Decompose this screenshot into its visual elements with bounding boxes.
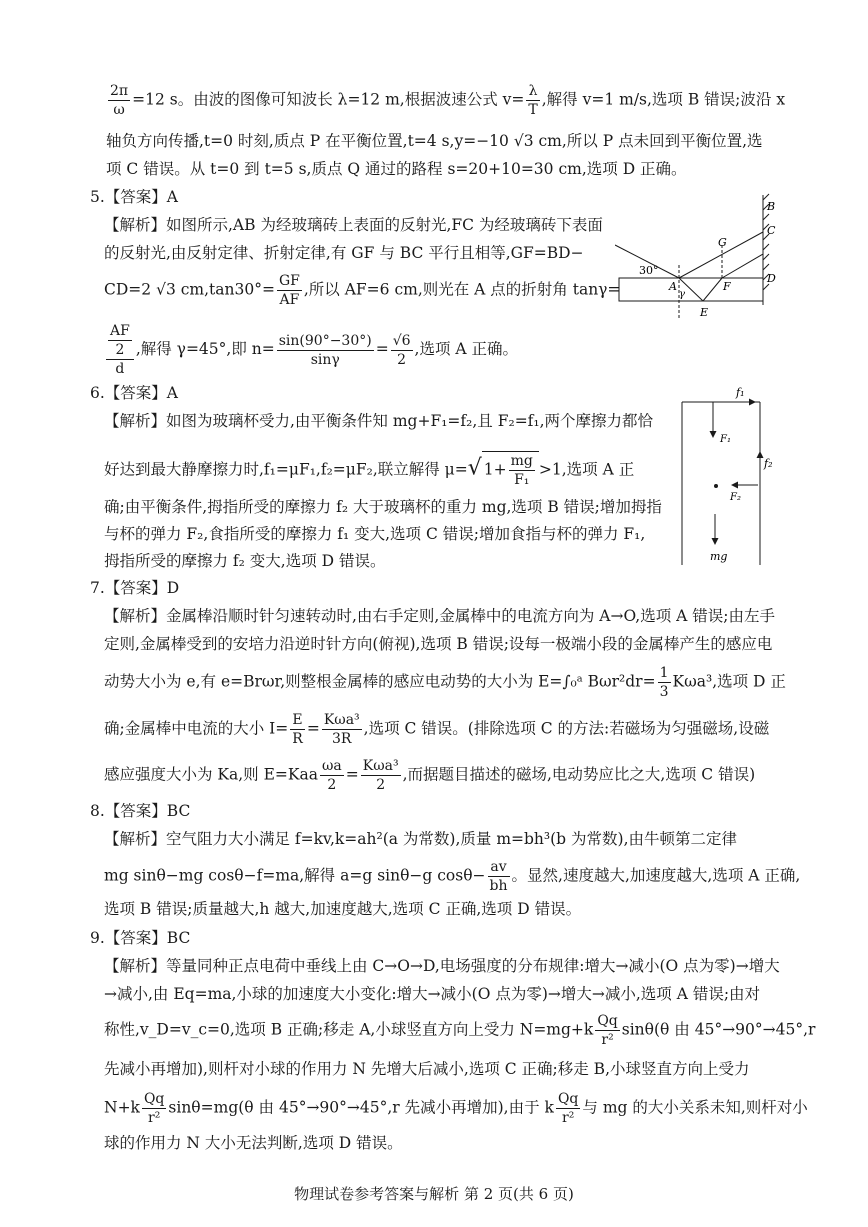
q9-line-1: 【解析】等量同种正点电荷中垂线上由 C→O→D,电场强度的分布规律:增大→减小(O 点为零)→增大 xyxy=(104,957,780,975)
q4-line-1: $\frac{2\pi}{\omega}$ =12 s。由波的图像可知波长 λ=12 m,根据波速公式 v= $\frac{\lambda}{T}$ ,解得 v=1 m/s,选项 B 错误;波沿 x xyxy=(110,83,786,118)
label-f1: f₁ xyxy=(736,386,745,399)
q9-line-2: →减小,由 Eq=ma,小球的加速度大小变化:增大→减小(O 点为零)→增大→减小,选项 A 错误;由对 xyxy=(104,985,761,1003)
q9-answer: 9.【答案】BC xyxy=(90,929,191,947)
fraction: $\frac{E}{R}$ xyxy=(292,712,303,747)
q7-line-2: 定则,金属棒受到的安培力沿逆时针方向(俯视),选项 B 错误;设每一极端小段的金属棒产生的感应电 xyxy=(104,635,773,653)
q9-line-6: 球的作用力 N 大小无法判断,选项 D 错误。 xyxy=(104,1134,403,1152)
fraction: $\frac{1}{3}$ xyxy=(659,665,669,700)
q6-line-2: 好达到最大静摩擦力时,f₁=μF₁,f₂=μF₂,联立解得 μ=√ 1+ $\frac{mg}{\text{F₁}}$ >1,选项 A 正 xyxy=(104,453,635,488)
label-c: C xyxy=(767,224,776,237)
fraction: $\frac{√6}{2}$ xyxy=(392,332,411,368)
q8-line-3: 选项 B 错误;质量越大,h 越大,加速度越大,选项 C 正确,选项 D 错误。 xyxy=(104,900,582,918)
fraction: $\frac{\sin(90^\circ-30^\circ)}{\sin\gamma}$ xyxy=(278,332,372,368)
label-F1: F₁ xyxy=(720,434,731,445)
q5-line-1: 【解析】如图所示,AB 为经玻璃砖上表面的反射光,FC 为经玻璃砖下表面 xyxy=(104,216,603,234)
q8-line-2: mg sinθ−mg cosθ−f=ma,解得 a=g sinθ−g cosθ− $\frac{av}{bh}$ 。显然,速度越大,加速度越大,选项 A 正确, xyxy=(104,859,801,894)
q6-force-diagram xyxy=(680,382,780,567)
reflected-ray-fc xyxy=(722,254,763,278)
sqrt-body: 1+ $\frac{mg}{\text{F₁}}$ xyxy=(482,451,539,489)
fraction: $\frac{\text{Kωa³}}{3R}$ xyxy=(323,712,360,747)
q4-line-3: 项 C 错误。从 t=0 到 t=5 s,质点 Q 通过的路程 s=20+10=30 cm,选项 D 正确。 xyxy=(106,160,687,178)
q7-line-3: 动势大小为 e,有 e=Brωr,则整根金属棒的感应电动势的大小为 E=∫₀ᵃ Bωr²dr= $\frac{1}{3}$ Kωa³,选项 D 正 xyxy=(104,665,786,700)
q7-line-4: 确;金属棒中电流的大小 I= $\frac{E}{R}$ = $\frac{\text{Kωa³}}{3R}$ ,选项 C 错误。(排除选项 C 的方法:若磁场为匀强磁场,设磁 xyxy=(104,712,770,747)
q6-line-3: 确;由平衡条件,拇指所受的摩擦力 f₂ 大于玻璃杯的重力 mg,选项 B 错误;增加拇指 xyxy=(104,498,662,516)
q5-line-3: CD=2 √3 cm,tan30°= $\frac{GF}{AF}$ ,所以 AF=6 cm,则光在 A 点的折射角 tanγ= xyxy=(104,273,621,308)
center-point xyxy=(714,484,718,488)
fraction: $\frac{Qq}{\text{r²}}$ xyxy=(557,1091,579,1126)
q7-line-1: 【解析】金属棒沿顺时针匀速转动时,由右手定则,金属棒中的电流方向为 A→O,选项 A 错误;由左手 xyxy=(104,607,775,625)
q9-line-5: N+k $\frac{Qq}{\text{r²}}$ sinθ=mg(θ 由 45°→90°→45°,r 先减小再增加),由于 k $\frac{Qq}{\text{r²}}$ 与 mg 的大小关系未知,则杆对小 xyxy=(104,1091,808,1126)
fraction: $\frac{2\pi}{\omega}$ xyxy=(110,83,129,118)
fraction: $\frac{av}{bh}$ xyxy=(489,859,508,894)
q6-answer: 6.【答案】A xyxy=(90,384,178,402)
q5-line-4: $\frac{\frac{AF}{2}}{d}$ ,解得 γ=45°,即 n= $\frac{\sin(90^\circ-30^\circ)}{\sin\gamma}$ = $\frac{√6}{2}$ ,选项 A 正确。 xyxy=(104,322,518,378)
label-e: E xyxy=(700,306,709,319)
label-mg: mg xyxy=(710,550,728,563)
fraction: $\frac{\omega a}{2}$ xyxy=(321,758,342,793)
q8-line-1: 【解析】空气阻力大小满足 f=kv,k=ah²(a 为常数),质量 m=bh³(b 为常数),由牛顿第二定律 xyxy=(104,830,737,848)
label-a: A xyxy=(669,280,677,293)
label-d: D xyxy=(767,272,776,285)
q5-refraction-diagram xyxy=(615,190,800,325)
fraction: $\frac{\text{Kωa³}}{2}$ xyxy=(362,758,399,793)
q7-answer: 7.【答案】D xyxy=(90,579,180,597)
q9-line-3: 称性,v_D=v_c=0,选项 B 正确;移走 A,小球竖直方向上受力 N=mg+k $\frac{Qq}{\text{r²}}$ sinθ(θ 由 45°→90°→45°,r xyxy=(104,1013,816,1048)
label-f: F xyxy=(723,280,731,293)
q6-line-1: 【解析】如图为玻璃杯受力,由平衡条件知 mg+F₁=f₂,且 F₂=f₁,两个摩擦力都恰 xyxy=(104,412,654,430)
q4-line-2: 轴负方向传播,t=0 时刻,质点 P 在平衡位置,t=4 s,y=−10 √3 cm,所以 P 点未回到平衡位置,选 xyxy=(106,132,763,150)
label-F2: F₂ xyxy=(730,492,741,503)
fraction: $\frac{\lambda}{T}$ xyxy=(528,83,538,118)
q6-line-5: 拇指所受的摩擦力 f₂ 变大,选项 D 错误。 xyxy=(104,552,386,570)
reflected-ray-inner xyxy=(703,278,722,301)
sqrt-sign: √ xyxy=(467,455,482,481)
q9-line-4: 先减小再增加),则杆对小球的作用力 N 先增大后减小,选项 C 正确;移走 B,小球竖直方向上受力 xyxy=(104,1060,750,1078)
page-footer: 物理试卷参考答案与解析 第 2 页(共 6 页) xyxy=(294,1185,574,1203)
fraction: $\frac{Qq}{\text{r²}}$ xyxy=(597,1013,618,1048)
fraction: $\frac{Qq}{\text{r²}}$ xyxy=(143,1091,165,1126)
label-gamma: γ xyxy=(679,289,685,300)
fraction: $\frac{mg}{\text{F₁}}$ xyxy=(510,453,533,488)
q5-answer: 5.【答案】A xyxy=(90,188,178,206)
q7-line-5: 感应强度大小为 Ka,则 E=Kaa $\frac{\omega a}{2}$ = $\frac{\text{Kωa³}}{2}$ ,而据题目描述的磁场,电动势应比之大,选项 C 错误) xyxy=(104,758,756,793)
label-b: B xyxy=(767,200,776,213)
label-f2: f₂ xyxy=(764,457,773,470)
fraction: $\frac{GF}{AF}$ xyxy=(278,273,300,308)
q5-line-2: 的反射光,由反射定律、折射定律,有 GF 与 BC 平行且相等,GF=BD− xyxy=(104,244,584,262)
q8-answer: 8.【答案】BC xyxy=(90,802,191,820)
compound-fraction: $\frac{\frac{AF}{2}}{d}$ xyxy=(106,322,134,378)
label-angle-30: 30° xyxy=(639,264,659,277)
label-g: G xyxy=(718,236,727,249)
q6-line-4: 与杯的弹力 F₂,食指所受的摩擦力 f₁ 变大,选项 C 错误;增加食指与杯的弹力 F₁, xyxy=(104,525,646,543)
